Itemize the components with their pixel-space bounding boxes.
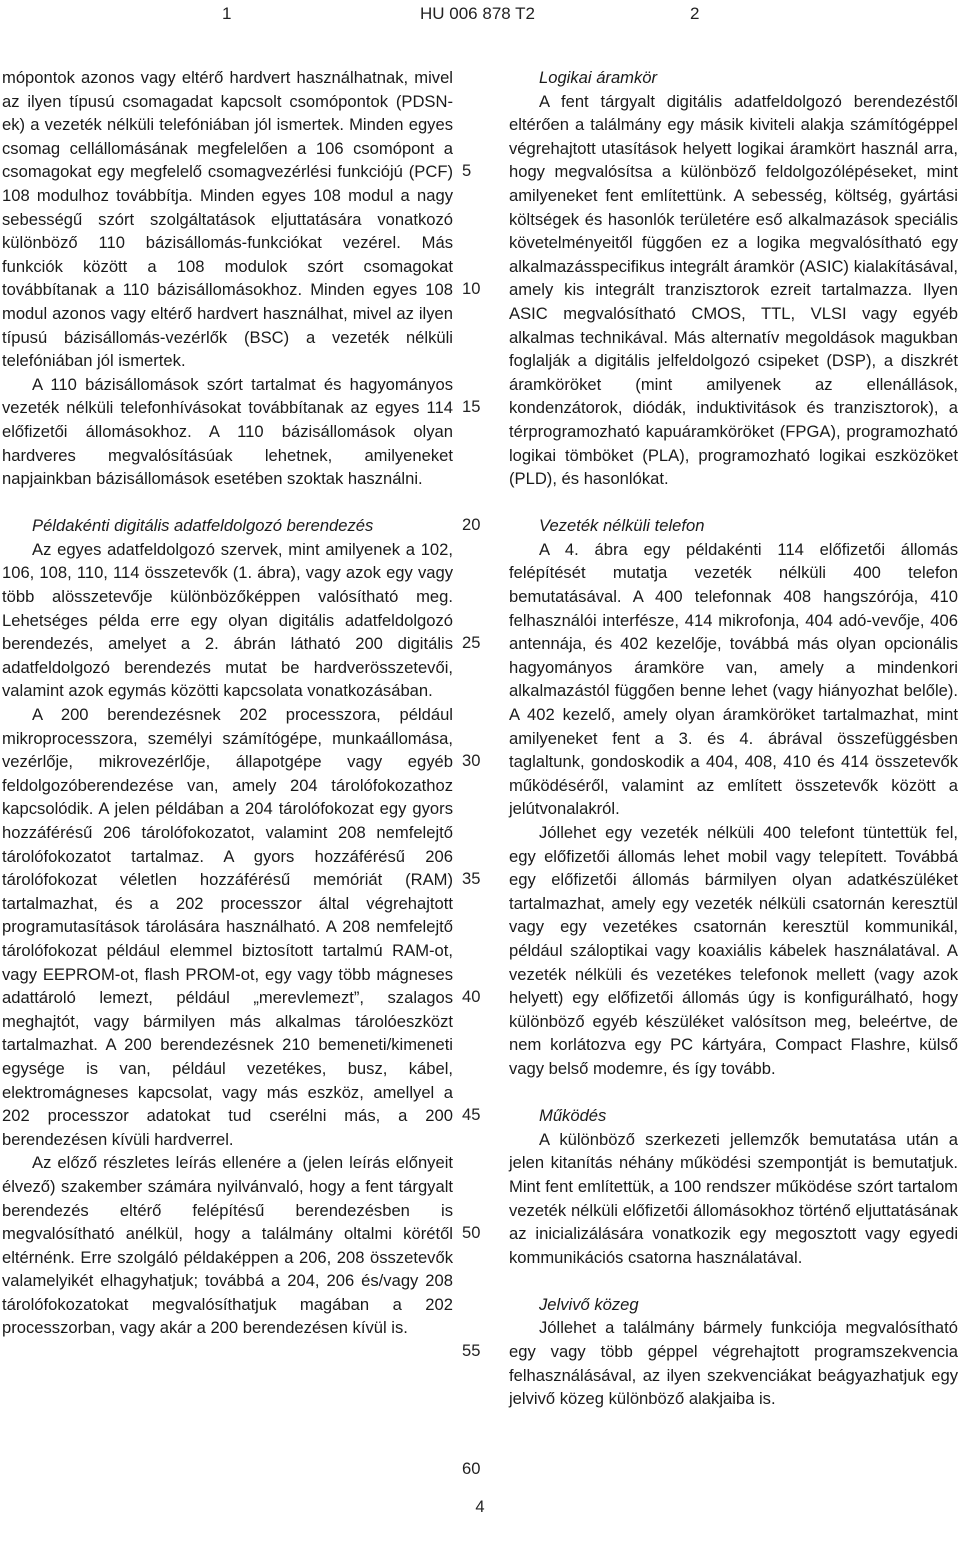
right-column — [509, 66, 958, 1411]
paragraph: mópontok azonos vagy eltérő hardvert használhatnak, mivel az ilyen típusú csomagadat kapcsolt csomópontok (PDSN-ek) a vezeték nélküli telefóniában jól ismertek. Minden egyes csomag cellállomásának megfelelően a 106 csomópont a csomagokat egy megfelelő csomagvezérlési funkciójú (PCF) 108 modulhoz továbbítja. Minden egyes 108 modul a nagy sebességű szórt szolgáltatások eljuttatására vonatkozó különböző 110 bázisállomás-funkciókat vezérel. Más funkciók között a 108 modulok szórt csomagokat továbbítanak a 110 bázisállomásokhoz. Minden egyes 108 modul azonos vagy eltérő hardvert használhat, mivel az ilyen típusú bázisállomás-vezérlők (BSC) a vezeték nélküli telefóniában jól ismertek. — [2, 68, 453, 371]
paragraph: A fent tárgyalt digitális adatfeldolgozó berendezéstől eltérően a találmány egy másik kiviteli alakja számítógéppel végrehajtott utasítások helyett logikai áramkört használ arra, hogy megvalósítsa a különböző feldolgozólépéseket, mint amilyeneket fent említettünk. A sebesség, költség, gyártási költségek és hasonlók területére eső alkalmazások speciális követelményeitől függően ez a logika megvalósítható egy alkalmazásspecifikus integrált áramkör (ASIC) kialakításával, amely kis integrált tranzisztorok ezreit tartalmazza. Ilyen ASIC megvalósítható CMOS, TTL, VLSI vagy egyéb alkalmas technikával. Más alternatív megoldások magukban foglalják a digitális jelfeldolgozó csipeket (DSP), a diszkrét áramköröket (mint amilyenek az ellenállások, kondenzátorok, diódák, induktivitások és tranzisztorok), a térprogramozható kapuáramköröket (FPGA), programozható logikai tömböket (PLA), programozható logikai eszközöket (PLD), és hasonlókat. — [509, 91, 958, 489]
line-number: 55 — [462, 1341, 481, 1360]
section-heading: Vezeték nélküli telefon — [539, 516, 705, 536]
left-column — [2, 66, 453, 1340]
page-header — [0, 4, 960, 26]
section-heading: Logikai áramkör — [539, 68, 658, 87]
line-number: 30 — [462, 751, 481, 770]
line-number: 45 — [462, 1105, 481, 1124]
section-heading: Jelvivő közeg — [539, 1294, 639, 1314]
line-number: 25 — [462, 633, 481, 652]
right-page-number: 2 — [690, 4, 700, 23]
line-number: 20 — [462, 515, 481, 534]
paragraph: A 4. ábra egy példakénti 114 előfizetői állomás felépítését mutatja vezeték nélküli 400 telefon bemutatásával. A 400 telefonnak 408 hangszórója, 410 felhasználói interfésze, 414 mikrofonja, 404 adó-vevője, 406 antennája, és 402 kezelője, továbbá más olyan opcionális hagyományos áramköre van, amely a mindenkori alkalmazástól függően benne lehet (vagy hiányozhat belőle). A 402 kezelő, amely olyan áramköröket tartalmazhat, mint amilyeneket fent a 3. és 4. ábrával összefüggésben taglaltunk, gondoskodik a 404, 408, 410 és 414 összetevők működéséről, valamint az említett összetevők között a jelútvonalakról. — [509, 539, 958, 819]
line-number: 5 — [462, 161, 472, 180]
line-number: 50 — [462, 1223, 481, 1242]
paragraph: Az előző részletes leírás ellenére a (jelen leírás előnyeit élvező) szakember számára nyilvánvaló, hogy a fent tárgyalt berendezés eltérő felépítésű berendezésben is megvalósítható anélkül, hogy a találmány oltalmi körétől eltérnénk. Erre szolgáló példaképpen a 206, 208 összetevők valamelyikét elhagyhatjuk; továbbá a 204, 206 és/vagy 208 tárolófokozatokat megvalósíthatjuk magában a 202 processzorban, vagy akár a 200 berendezésen kívül is. — [2, 1153, 453, 1338]
page-footer-number: 4 — [475, 1497, 485, 1516]
paragraph: A 110 bázisállomások szórt tartalmat és hagyományos vezeték nélküli telefonhívásokat továbbítanak az egyes 114 előfizetői állomásokhoz. A 110 bázisállomások olyan hardveres megvalósításúak lehetnek, amilyeneket napjainkban bázisállomások esetében szoktak használni. — [2, 374, 453, 489]
line-number: 60 — [462, 1459, 481, 1478]
line-number: 40 — [462, 987, 481, 1006]
paragraph: Jóllehet egy vezeték nélküli 400 telefont tüntettük fel, egy előfizetői állomás lehet mobil vagy telepített. Továbbá egy előfizetői állomás bármilyen olyan adatkészüléket tartalmazhat, amely egy vezeték nélküli csatornán keresztül vagy egy vezetékes csatornán keresztül kommunikál, például száloptikai vagy koaxiális kábelek használatával. A vezeték nélküli és vezetékes telefonok mellett (vagy azok helyett) egy előfizetői állomás úgy is konfigurálható, hogy különböző egyéb készüléket valósítson meg, beleértve, de nem korlátozva egy PC kártyára, Compact Flashre, külső vagy belső modemre, és így tovább. — [509, 823, 958, 1078]
section-heading: Működés — [539, 1106, 607, 1126]
paragraph: A 200 berendezésnek 202 processzora, például mikroprocesszora, személyi számítógépe, munkaállomása, vezérlője, mikrovezérlője, állapotgépe vagy egyéb feldolgozóberendezése van, amely 204 tárolófokozathoz kapcsolódik. A jelen példában a 204 tárolófokozat egy gyors hozzáférésű 206 tárolófokozatot, valamint 208 nemfelejtő tárolófokozatot tartalmaz. A gyors hozzáférésű 206 tárolófokozat véletlen hozzáférésű memóriát (RAM) tartalmazhat, és a 202 processzor által végrehajtott programutasítások tárolására használható. A 208 nemfelejtő tárolófokozat például elemmel biztosított tartalmú RAM-ot, vagy EEPROM-ot, flash PROM-ot, egy vagy több mágneses adattároló lemezt, például „merevlemezt”, szalagos meghajtót, vagy bármilyen más alkalmas tárolóeszközt tartalmazhat. A 200 berendezésnek 210 bemeneti/kimeneti egysége is van, például vezetékes, busz, kábel, elektromágneses kapcsolat, vagy más eszköz, amellyel a 202 processzor adatokat tud cserélni más, a 200 berendezésen kívüli hardverrel. — [2, 705, 453, 1149]
line-number: 10 — [462, 279, 481, 298]
paragraph: Jóllehet a találmány bármely funkciója megvalósítható egy vagy több géppel végrehajtott programszekvencia felhasználásával, az ilyen szekvenciákat beágyazhatjuk egy jelvivő közeg különböző alakjaiba is. — [509, 1318, 958, 1409]
line-number: 15 — [462, 397, 481, 416]
paragraph: A különböző szerkezeti jellemzők bemutatása után a jelen kitanítás néhány működési szempontját is bemutatjuk. Mint fent említettük, a 100 rendszer működése szórt tartalom vezeték nélküli előfizetői állomásokhoz történő eljuttatásának az inicializálására vonatkozik egy megosztott vagy egyedi kommunikációs csatorna használatával. — [509, 1129, 958, 1267]
left-page-number: 1 — [222, 4, 232, 23]
document-number: HU 006 878 T2 — [420, 4, 535, 23]
section-heading: Példakénti digitális adatfeldolgozó berendezés — [32, 516, 374, 536]
line-number: 35 — [462, 869, 481, 888]
paragraph: Az egyes adatfeldolgozó szervek, mint amilyenek a 102, 106, 108, 110, 114 összetevők (1. ábra), vagy azok egy vagy több alösszetevője különbözőképpen valósítható meg. Lehetséges példa erre egy olyan digitális adatfeldolgozó berendezés, amelyet a 2. ábrán látható 200 digitális adatfeldolgozó berendezés mutat be hardverösszetevői, valamint azok egymás közötti kapcsolata vonatkozásában. — [2, 539, 453, 701]
